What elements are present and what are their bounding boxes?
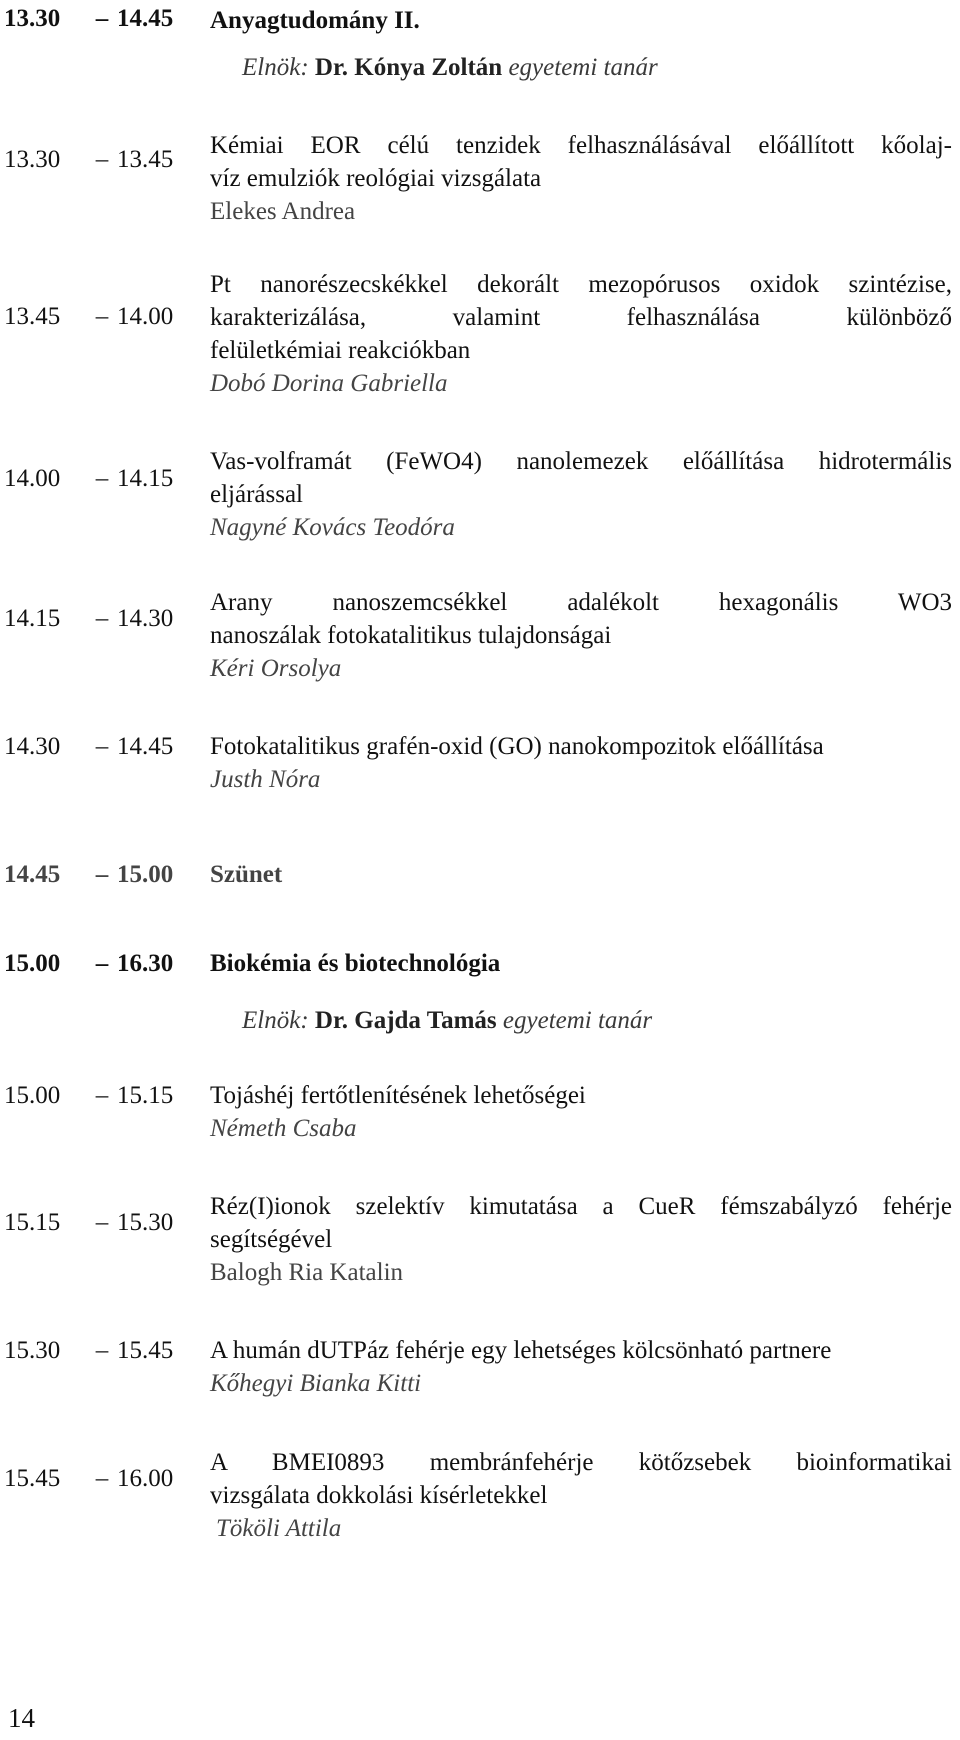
section-end-time: 14.45 [117, 5, 174, 32]
talk-author: Kéri Orsolya [210, 655, 342, 682]
talk-author: Németh Csaba [210, 1115, 357, 1142]
talk-end-time: 14.00 [117, 303, 174, 330]
chair-name: Dr. Kónya Zoltán [314, 54, 503, 81]
talk-start-time: 13.30 [4, 146, 61, 173]
talk-end-time: 15.45 [117, 1337, 174, 1364]
talk-title-line: A BMEI0893 membránfehérje kötőzsebek bioinformatikai [210, 1449, 952, 1476]
talk-title-line: Fotokatalitikus grafén-oxid (GO) nanokompozitok előállítása [210, 733, 824, 760]
talk-content [210, 1446, 952, 1545]
talk-content [210, 1334, 952, 1400]
talk-end-time: 14.45 [117, 733, 174, 760]
talk-title-line: Arany nanoszemcsékkel adalékolt hexagonális WO3 [210, 589, 952, 616]
time-dash: – [95, 1082, 109, 1109]
page-number: 14 [8, 1703, 35, 1733]
time-dash: – [95, 146, 109, 173]
talk-end-time: 14.15 [117, 465, 174, 492]
section-chair [242, 53, 658, 83]
section-start-time: 13.30 [4, 5, 61, 32]
talk-author: Elekes Andrea [210, 198, 356, 225]
talk-title-line: karakterizálása, valamint felhasználása különböző [210, 304, 952, 331]
talk-author: Balogh Ria Katalin [210, 1259, 404, 1286]
talk-title-line: segítségével [210, 1226, 333, 1253]
talk-content [210, 586, 952, 685]
talk-title-line: felületkémiai reakciókban [210, 337, 471, 364]
talk-end-time: 16.00 [117, 1465, 174, 1492]
time-dash: – [95, 1465, 109, 1492]
talk-end-time: 13.45 [117, 146, 174, 173]
time-dash: – [95, 950, 109, 977]
talk-end-time: 14.30 [117, 605, 174, 632]
talk-title-line: nanoszálak fotokatalitikus tulajdonságai [210, 622, 612, 649]
talk-start-time: 13.45 [4, 303, 61, 330]
talk-start-time: 15.00 [4, 1082, 61, 1109]
time-dash: – [95, 1209, 109, 1236]
talk-content [210, 1079, 952, 1145]
talk-start-time: 15.45 [4, 1465, 61, 1492]
time-dash: – [95, 5, 109, 32]
talk-author: Justh Nóra [210, 766, 321, 793]
section-end-time: 16.30 [117, 950, 174, 977]
section-chair [242, 1006, 652, 1036]
talk-start-time: 14.15 [4, 605, 61, 632]
section-start-time: 15.00 [4, 950, 61, 977]
time-dash: – [95, 861, 109, 888]
chair-name: Dr. Gajda Tamás [314, 1007, 497, 1034]
time-dash: – [95, 733, 109, 760]
section-title: Anyagtudomány II. [210, 7, 420, 34]
talk-start-time: 14.30 [4, 733, 61, 760]
chair-label: Elnök: [242, 1007, 309, 1034]
section-title: Biokémia és biotechnológia [210, 950, 501, 977]
talk-end-time: 15.15 [117, 1082, 174, 1109]
talk-title-line: víz emulziók reológiai vizsgálata [210, 165, 542, 192]
talk-title-line: A humán dUTPáz fehérje egy lehetséges kölcsönható partnere [210, 1337, 832, 1364]
talk-author: Tököli Attila [216, 1515, 342, 1542]
talk-start-time: 15.30 [4, 1337, 61, 1364]
break-start-time: 14.45 [4, 861, 61, 888]
talk-content [210, 268, 952, 400]
talk-author: Dobó Dorina Gabriella [210, 370, 448, 397]
talk-author: Nagyné Kovács Teodóra [210, 514, 455, 541]
talk-title-line: Kémiai EOR célú tenzidek felhasználásával előállított kőolaj- [210, 132, 952, 159]
talk-title-line: vizsgálata dokkolási kísérletekkel [210, 1482, 548, 1509]
talk-start-time: 14.00 [4, 465, 61, 492]
time-dash: – [95, 605, 109, 632]
time-dash: – [95, 1337, 109, 1364]
talk-author: Kőhegyi Bianka Kitti [210, 1370, 422, 1397]
chair-label: Elnök: [242, 54, 309, 81]
chair-role: egyetemi tanár [502, 1007, 653, 1034]
talk-end-time: 15.30 [117, 1209, 174, 1236]
time-dash: – [95, 303, 109, 330]
chair-role: egyetemi tanár [508, 54, 658, 81]
break-end-time: 15.00 [117, 861, 174, 888]
talk-title-line: Réz(I)ionok szelektív kimutatása a CueR fémszabályzó fehérje [210, 1193, 952, 1220]
time-dash: – [95, 465, 109, 492]
talk-title-line: Pt nanorészecskékkel dekorált mezopórusos oxidok szintézise, [210, 271, 952, 298]
talk-content [210, 730, 952, 796]
talk-title-line: Tojáshéj fertőtlenítésének lehetőségei [210, 1082, 586, 1109]
talk-content [210, 129, 952, 228]
talk-content [210, 445, 952, 544]
talk-start-time: 15.15 [4, 1209, 61, 1236]
break-label: Szünet [210, 861, 283, 888]
talk-title-line: Vas-volframát (FeWO4) nanolemezek előállítása hidrotermális [210, 448, 952, 475]
talk-title-line: eljárással [210, 481, 304, 508]
talk-content [210, 1190, 952, 1289]
